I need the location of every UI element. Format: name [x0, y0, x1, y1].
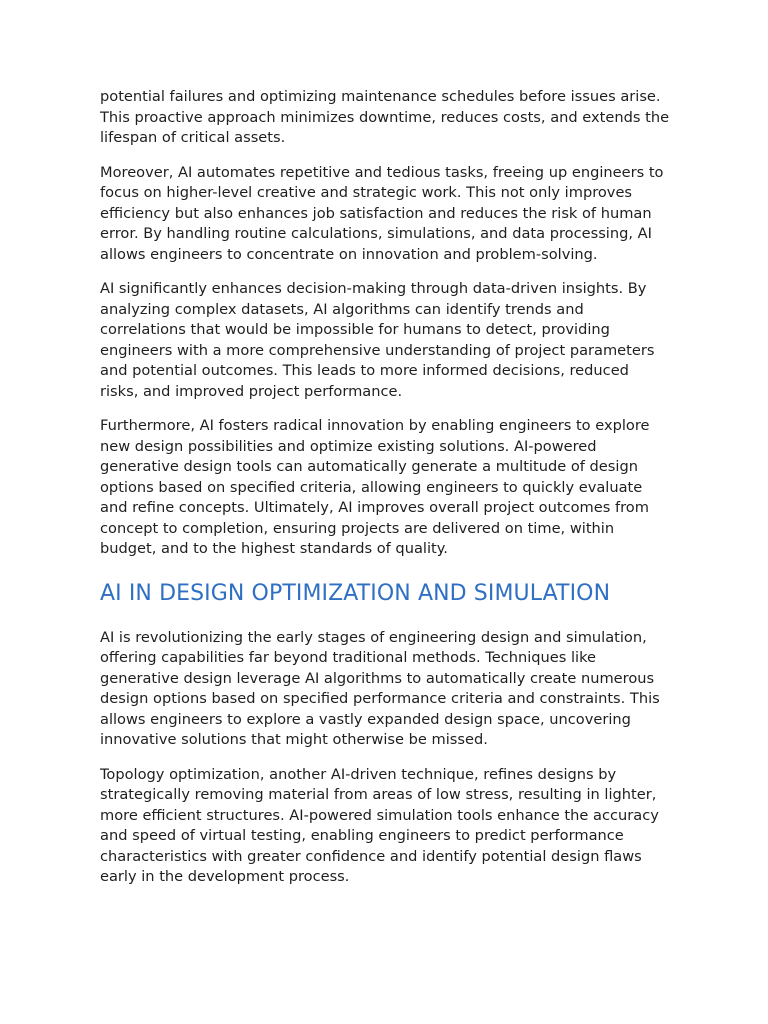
paragraph-predictive-maintenance: potential failures and optimizing maintenance schedules before issues arise. This proactive approach minimizes downtime, reduces costs, and extends the lifespan of critical assets. [100, 88, 670, 146]
section-heading: AI IN DESIGN OPTIMIZATION AND SIMULATION [100, 580, 611, 606]
document-page [100, 87, 670, 902]
paragraph-decision-making: AI significantly enhances decision-making through data-driven insights. By analyzing complex datasets, AI algorithms can identify trends and correlations that would be impossible for humans to detect, providing engineers with a more comprehensive understanding of project parameters and potential outcomes. This leads to more informed decisions, reduced risks, and improved project performance. [100, 280, 655, 400]
paragraph-innovation: Furthermore, AI fosters radical innovation by enabling engineers to explore new design possibilities and optimize existing solutions. AI-powered generative design tools can automatically generate a multitude of design options based on specified criteria, allowing engineers to quickly evaluate and refine concepts. Ultimately, AI improves overall project outcomes from concept to completion, ensuring projects are delivered on time, within budget, and to the highest standards of quality. [100, 417, 650, 557]
paragraph-automation: Moreover, AI automates repetitive and tedious tasks, freeing up engineers to focus on higher-level creative and strategic work. This not only improves efficiency but also enhances job satisfaction and reduces the risk of human error. By handling routine calculations, simulations, and data processing, AI allows engineers to concentrate on innovation and problem-solving. [100, 163, 664, 263]
paragraph-generative-design: AI is revolutionizing the early stages of engineering design and simulation, offering capabilities far beyond traditional methods. Techniques like generative design leverage AI algorithms to automatically create numerous design options based on specified performance criteria and constraints. This allows engineers to explore a vastly expanded design space, uncovering innovative solutions that might otherwise be missed. [100, 628, 660, 748]
paragraph-topology-optimization: Topology optimization, another AI-driven technique, refines designs by strategically removing material from areas of low stress, resulting in lighter, more efficient structures. AI-powered simulation tools enhance the accuracy and speed of virtual testing, enabling engineers to predict performance characteristics with greater confidence and identify potential design flaws early in the development process. [100, 765, 659, 885]
